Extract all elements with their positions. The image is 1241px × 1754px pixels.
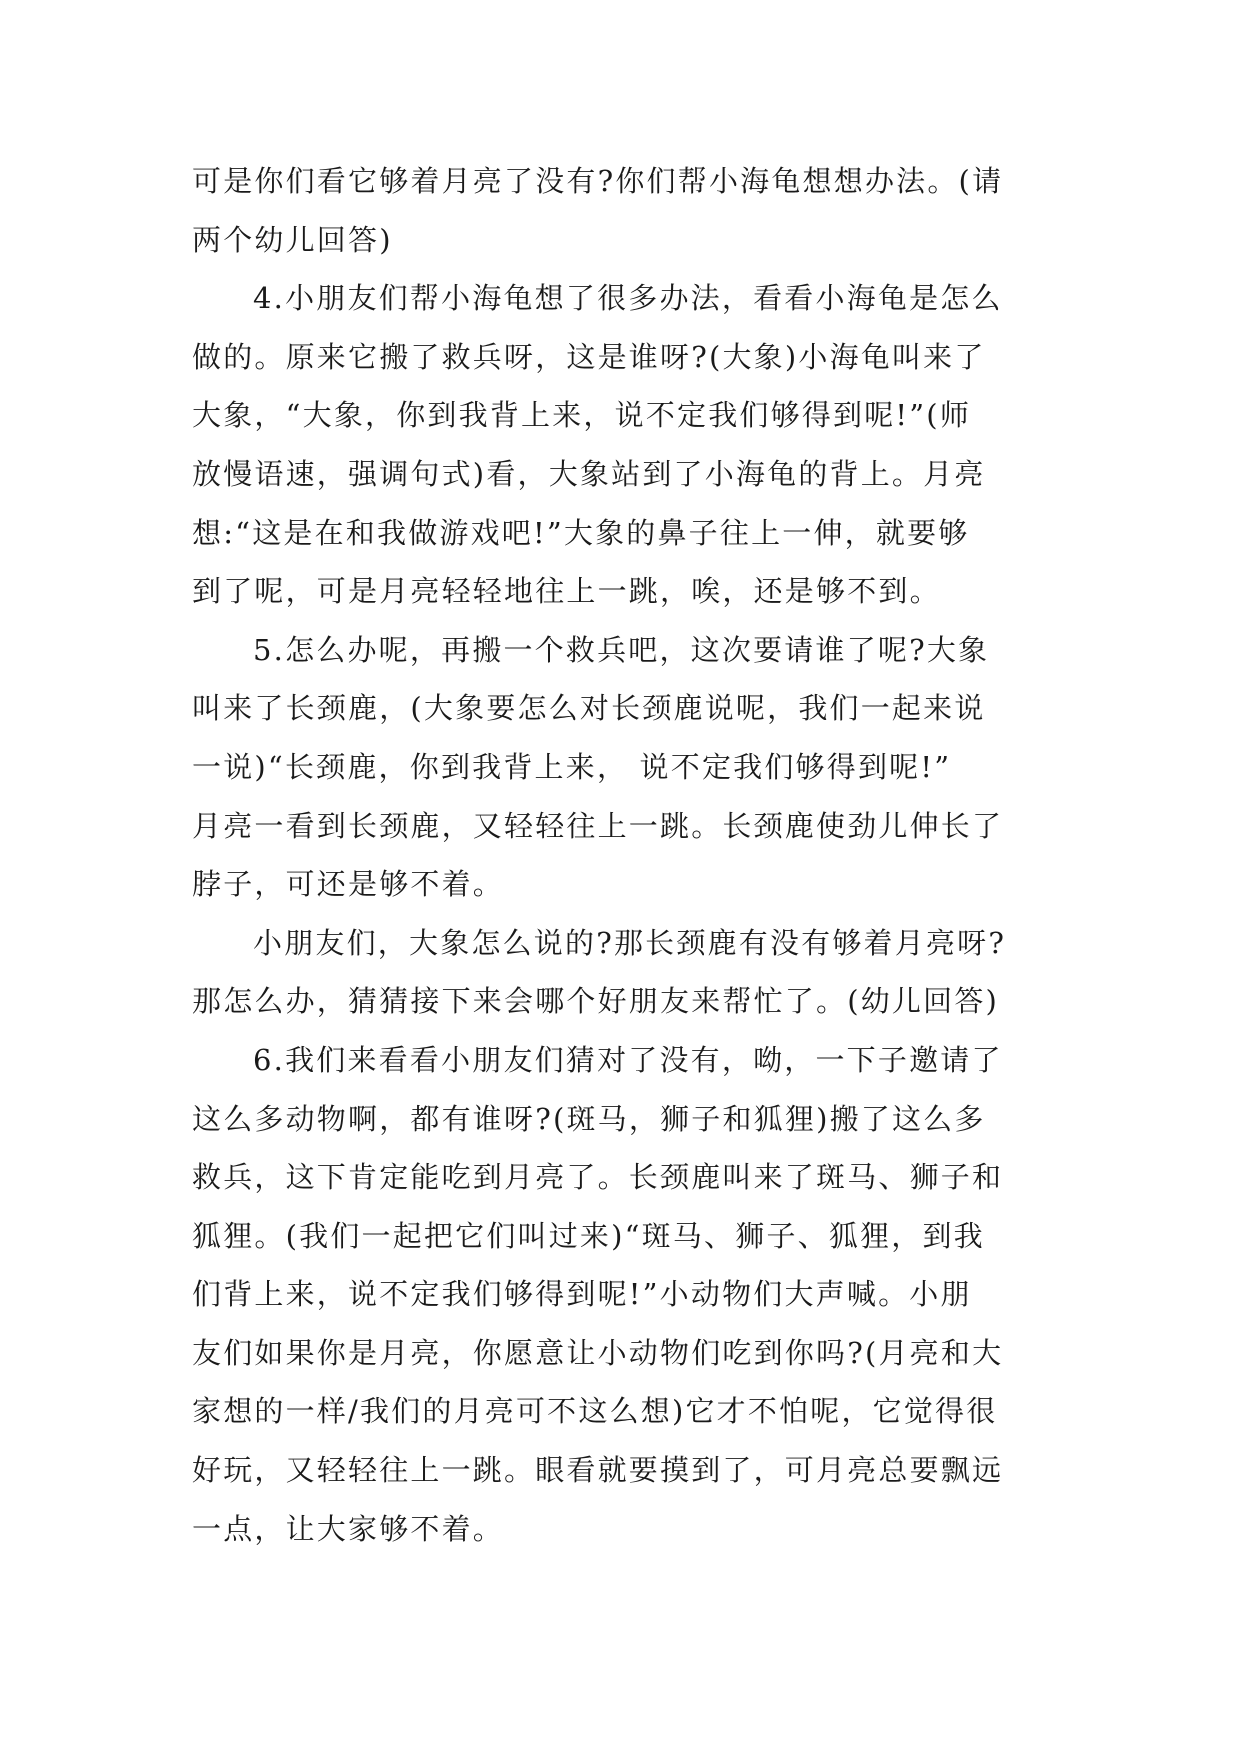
text-line: 做的。原来它搬了救兵呀，这是谁呀?(大象)小海龟叫来了 <box>192 339 986 374</box>
text-line: 脖子，可还是够不着。 <box>192 867 505 902</box>
document-body <box>192 152 1062 1558</box>
text-line: 友们如果你是月亮，你愿意让小动物们吃到你吗?(月亮和大 <box>192 1335 1004 1370</box>
text-line: 想:“这是在和我做游戏吧!”大象的鼻子往上一伸，就要够 <box>192 515 970 550</box>
text-line: 5.怎么办呢，再搬一个救兵吧，这次要请谁了呢?大象 <box>253 632 990 667</box>
text-line: 那怎么办，猜猜接下来会哪个好朋友来帮忙了。(幼儿回答) <box>192 984 1000 1019</box>
text-line: 月亮一看到长颈鹿，又轻轻往上一跳。长颈鹿使劲儿伸长了 <box>192 808 1004 843</box>
text-line: 救兵，这下肯定能吃到月亮了。长颈鹿叫来了斑马、狮子和 <box>192 1160 1004 1195</box>
text-line: 一说)“长颈鹿，你到我背上来， 说不定我们够得到呢!” <box>192 749 952 784</box>
text-line: 狐狸。(我们一起把它们叫过来)“斑马、狮子、狐狸，到我 <box>192 1218 985 1253</box>
text-line: 一点，让大家够不着。 <box>192 1511 505 1546</box>
text-line: 小朋友们，大象怎么说的?那长颈鹿有没有够着月亮呀? <box>253 925 1007 960</box>
text-line: 可是你们看它够着月亮了没有?你们帮小海龟想想办法。(请 <box>192 164 1004 198</box>
text-line: 放慢语速，强调句式)看，大象站到了小海龟的背上。月亮 <box>192 456 986 491</box>
text-line: 叫来了长颈鹿，(大象要怎么对长颈鹿说呢，我们一起来说 <box>192 691 986 726</box>
text-line: 们背上来，说不定我们够得到呢!”小动物们大声喊。小朋 <box>192 1277 972 1312</box>
text-line: 好玩，又轻轻往上一跳。眼看就要摸到了，可月亮总要飘远 <box>192 1453 1004 1488</box>
text-line: 大象，“大象，你到我背上来，说不定我们够得到呢!”(师 <box>192 398 972 433</box>
text-line: 4.小朋友们帮小海龟想了很多办法，看看小海龟是怎么 <box>253 281 1003 316</box>
text-line: 两个幼儿回答) <box>192 222 393 257</box>
text-line: 家想的一样/我们的月亮可不这么想)它才不怕呢，它觉得很 <box>192 1394 998 1429</box>
text-line: 这么多动物啊，都有谁呀?(斑马，狮子和狐狸)搬了这么多 <box>192 1101 986 1136</box>
text-line: 6.我们来看看小朋友们猜对了没有，呦，一下子邀请了 <box>253 1042 1003 1077</box>
text-line: 到了呢，可是月亮轻轻地往上一跳，唉，还是够不到。 <box>192 574 941 609</box>
